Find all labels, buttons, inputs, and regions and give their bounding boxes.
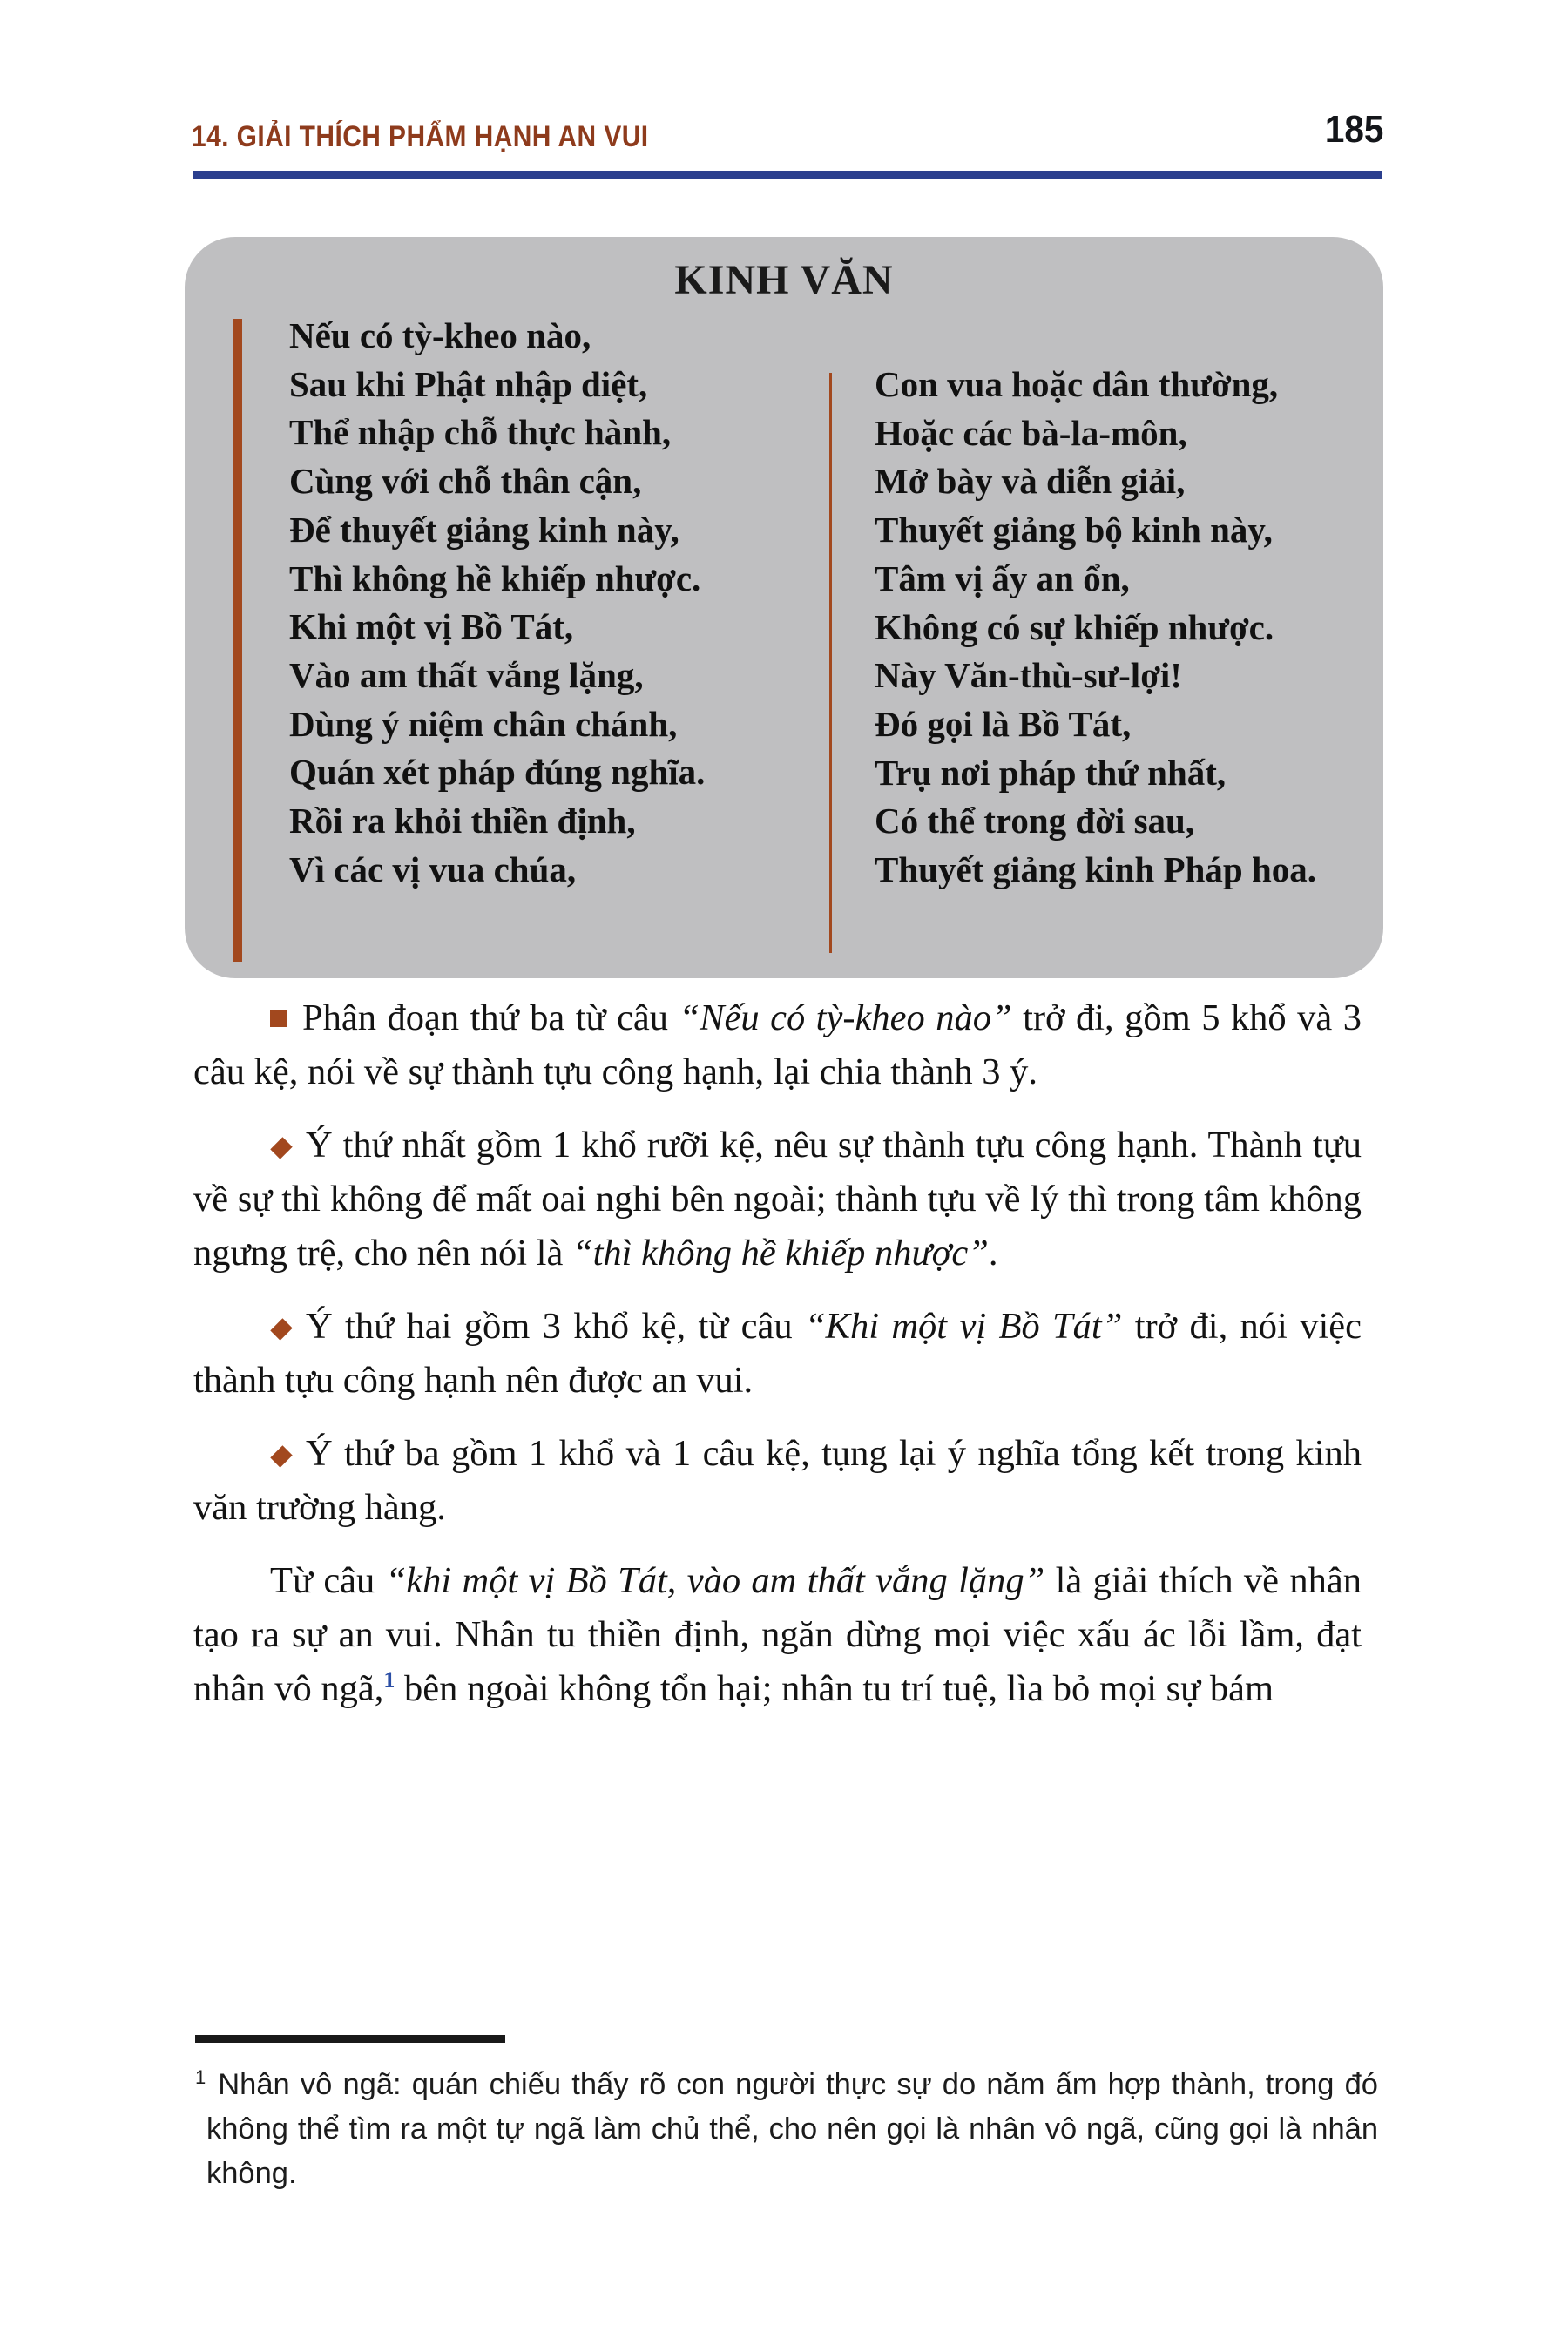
paragraph-text: Ý thứ hai gồm 3 khổ kệ, từ câu [306,1306,805,1347]
verse-line: Vào am thất vắng lặng, [289,654,644,695]
verse-line: Này Văn-thù-sư-lợi! [875,655,1182,696]
verse-left-bar [233,319,242,962]
verse-line: Nếu có tỳ-kheo nào, [289,315,591,355]
verse-line: Thì không hề khiếp nhược. [289,558,701,598]
verse-line: Khi một vị Bồ Tát, [289,606,574,647]
verse-line: Đó gọi là Bồ Tát, [875,703,1132,744]
quoted-phrase: “Khi một vị Bồ Tát” [804,1306,1123,1347]
verse-line: Có thể trong đời sau, [875,801,1195,841]
paragraph-text: trở đi, gồm 5 khổ và 3 câu kệ, nói về sự thành tựu công hạnh, lại chia thành 3 ý. [193,997,1362,1092]
verse-line: Quán xét pháp đúng nghĩa. [289,752,706,793]
verse-line: Thuyết giảng kinh Pháp hoa. [875,849,1316,890]
paragraph-text: Ý thứ ba gồm 1 khổ và 1 câu kệ, tụng lại ý nghĩa tổng kết trong kinh văn trường hàng. [193,1433,1362,1528]
verse-column-divider [829,373,832,953]
verse-column-left [289,312,705,894]
paragraph-text: Từ câu [270,1560,386,1601]
verse-line: Rồi ra khỏi thiền định, [289,801,636,841]
paragraph [193,991,1362,1099]
sutra-box [185,237,1383,978]
paragraph-text: Phân đoạn thứ ba từ câu [302,997,679,1038]
commentary-body [193,991,1362,1735]
verse-line: Tâm vị ấy an ổn, [875,558,1130,598]
verse-line: Để thuyết giảng kinh này, [289,509,679,550]
paragraph [193,1300,1362,1408]
footnote [195,2063,1378,2196]
verse-line: Sau khi Phật nhập diệt, [289,363,648,404]
paragraph-text: là giải thích về nhân tạo ra sự an vui. Nhân tu thiền định, ngăn dừng mọi việc xấu ác lỗi lầm, đạt nhân vô ngã, [193,1560,1362,1709]
verse-line: Dùng ý niệm chân chánh, [289,703,678,744]
verse-line: Cùng với chỗ thân cận, [289,461,642,502]
chapter-header: 14. GIẢI THÍCH PHẨM HẠNH AN VUI [192,120,649,153]
paragraph [193,1427,1362,1535]
verse-line: Vì các vị vua chúa, [289,848,577,889]
quoted-phrase: “khi một vị Bồ Tát, vào am thất vắng lặng” [385,1560,1045,1601]
footnote-ref: 1 [383,1666,395,1693]
paragraph-text: trở đi, nói việc thành tựu công hạnh nên được an vui. [193,1306,1362,1401]
page-number: 185 [1324,108,1383,151]
verse-line: Mở bày và diễn giải, [875,461,1186,502]
quoted-phrase: “thì không hề khiếp nhược” [571,1233,989,1274]
paragraph [193,1119,1362,1281]
verse-line: Con vua hoặc dân thường, [875,364,1279,404]
diamond-bullet-icon [270,1445,292,1467]
paragraph-text: Ý thứ nhất gồm 1 khổ rưỡi kệ, nêu sự thành tựu công hạnh. Thành tựu về sự thì không để mất oai nghi bên ngoài; thành tựu về lý thì trong tâm không ngưng trệ, cho nên nói là [193,1125,1362,1274]
verse-line: Thể nhập chỗ thực hành, [289,412,672,453]
footnote-separator [195,2035,505,2043]
footnote-marker: 1 [195,2065,206,2088]
diamond-bullet-icon [270,1318,292,1340]
paragraph-text: . [988,1233,998,1274]
footnote-text: Nhân vô ngã: quán chiếu thấy rõ con người thực sự do năm ấm hợp thành, trong đó không thể tìm ra một tự ngã làm chủ thể, cho nên gọi là nhân vô ngã, cũng gọi là nhân không. [206,2068,1378,2190]
verse-line: Thuyết giảng bộ kinh này, [875,510,1273,551]
paragraph [193,1554,1362,1716]
verse-line: Hoặc các bà-la-môn, [875,412,1187,453]
square-bullet-icon [270,1010,287,1027]
sutra-box-title: KINH VĂN [674,257,894,303]
diamond-bullet-icon [270,1137,292,1159]
verse-line: Không có sự khiếp nhược. [875,606,1274,647]
header-rule [193,171,1382,179]
quoted-phrase: “Nếu có tỳ-kheo nào” [679,997,1012,1038]
verse-line: Trụ nơi pháp thứ nhất, [875,752,1227,793]
verse-column-right [875,361,1316,895]
paragraph-text: bên ngoài không tổn hại; nhân tu trí tuệ, lìa bỏ mọi sự bám [395,1668,1274,1709]
